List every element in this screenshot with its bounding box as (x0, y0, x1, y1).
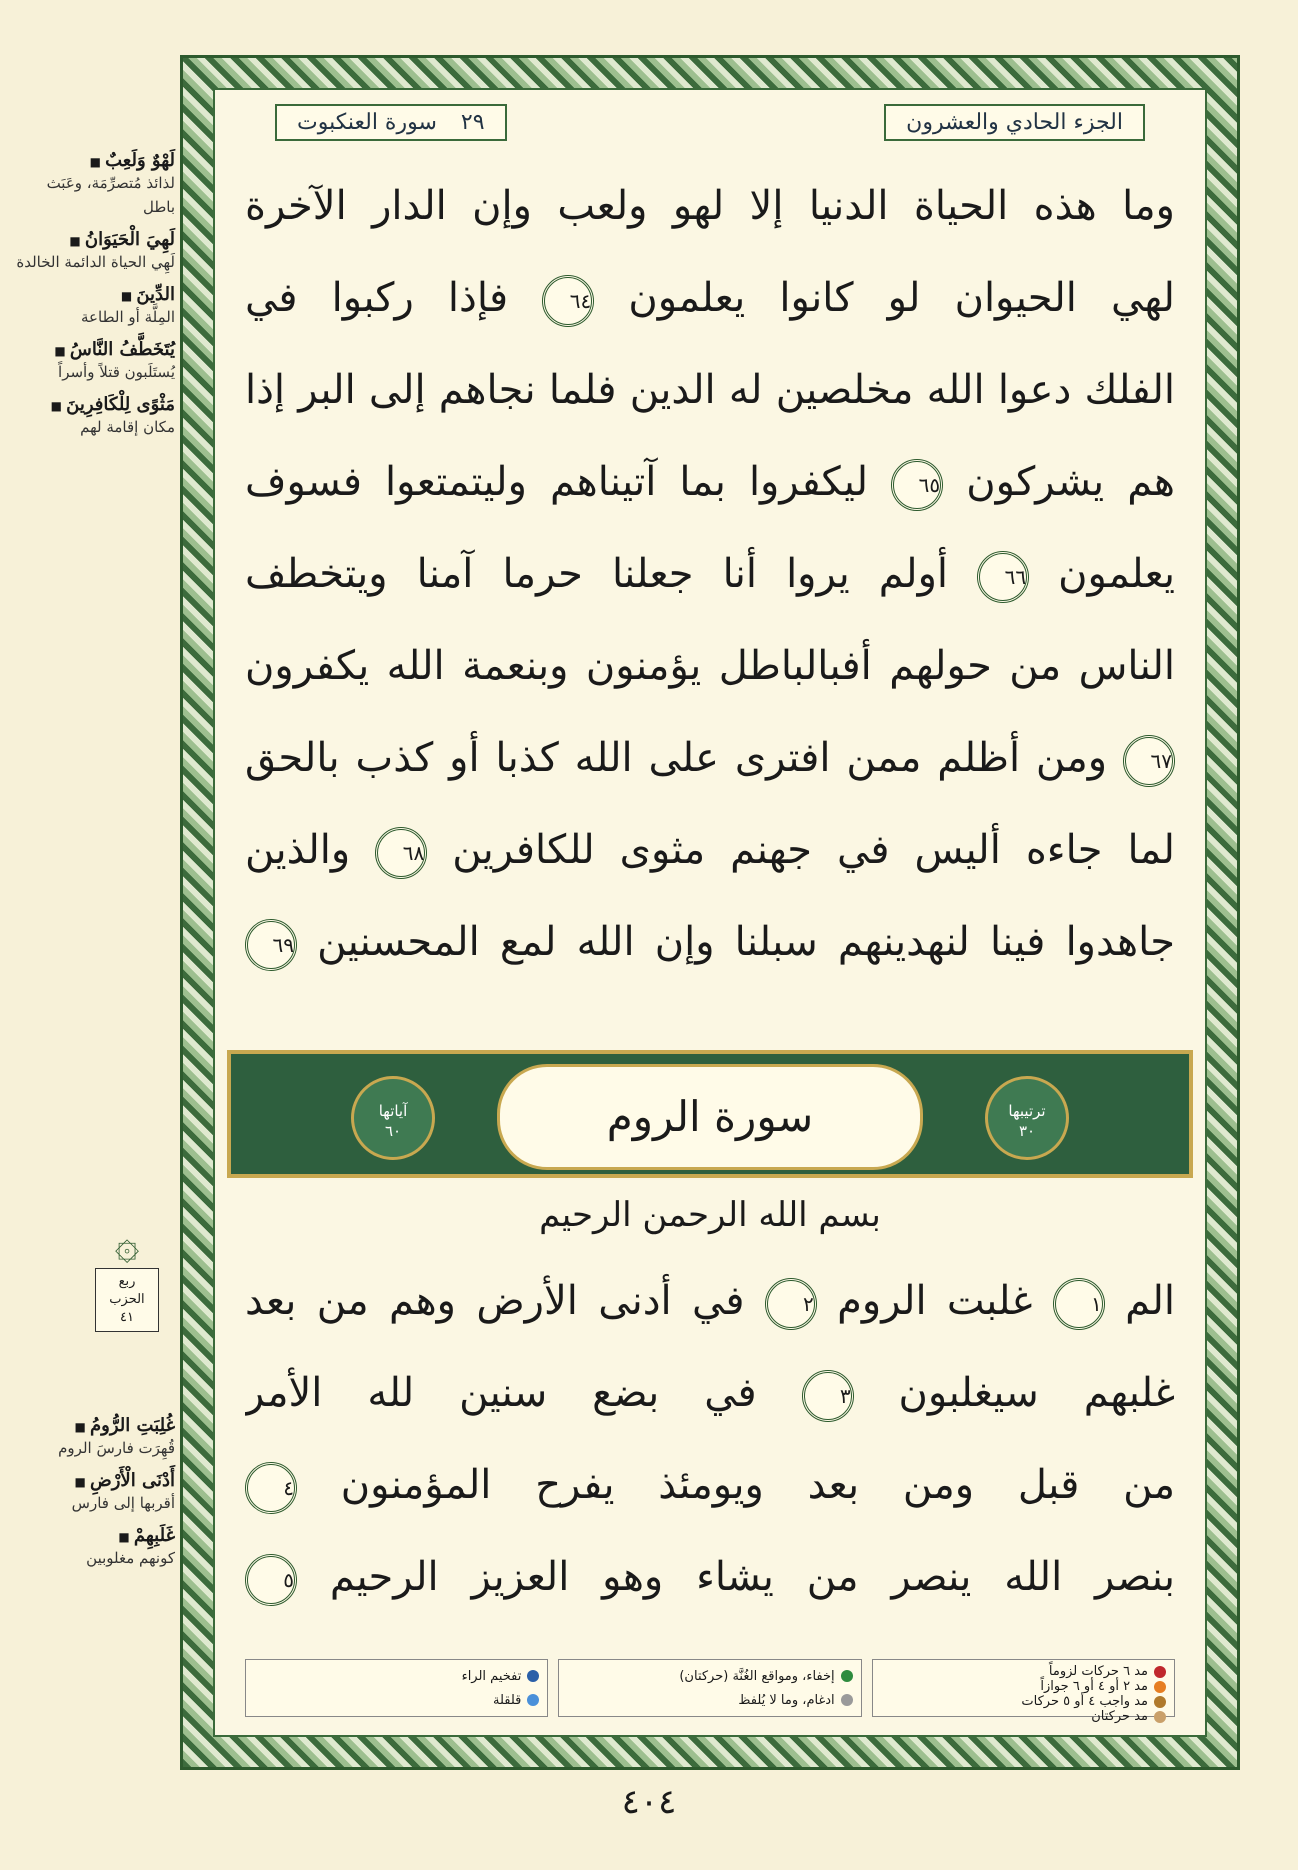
hizb-marker (95, 1220, 159, 1360)
gray-dot-icon (841, 1694, 853, 1706)
glossary-top (10, 140, 175, 439)
verse-line: الم ١ غلبت الروم ٢ في أدنى الأرض وهم من بعد (245, 1255, 1175, 1347)
gloss-def: لَهِي الحياة الدائمة الخالدة (16, 253, 175, 271)
gloss-def: مكان إقامة لهم (80, 418, 175, 436)
verse-line: لما جاءه أليس في جهنم مثوى للكافرين ٦٨ والذين (245, 804, 1175, 896)
verse-number-icon: ٦٤ (542, 275, 594, 327)
gloss-term: يُتَخَطَّفُ النَّاسُ ■ (10, 339, 175, 360)
verse-line: جاهدوا فينا لنهدينهم سبلنا وإن الله لمع المحسنين ٦٩ (245, 896, 1175, 988)
basmala: بسم الله الرحمن الرحيم (539, 1195, 881, 1235)
gloss-def: يُستَلَبون قتلاً وأسراً (58, 363, 175, 381)
verses-ankabut (245, 160, 1175, 988)
verse-number-icon: ١ (1053, 1278, 1105, 1330)
verse-number-icon: ٦٩ (245, 919, 297, 971)
lightbrown-dot-icon (1154, 1711, 1166, 1723)
verse-line: الناس من حولهم أفبالباطل يؤمنون وبنعمة الله يكفرون (245, 643, 1175, 689)
verse-line: من قبل ومن بعد ويومئذ يفرح المؤمنون ٤ (245, 1439, 1175, 1531)
verse-line: الفلك دعوا الله مخلصين له الدين فلما نجاهم إلى البر إذا (245, 367, 1175, 413)
tajweed-legend (245, 1659, 1175, 1724)
hizb-number: ٤١ (120, 1310, 134, 1325)
blue-dot-icon (527, 1670, 539, 1682)
gloss-term: الدِّينَ ■ (10, 284, 175, 305)
ornamental-frame (180, 55, 1240, 1770)
surah-banner (227, 1050, 1193, 1178)
gloss-term: مَثْوًى لِلْكَافِرِينَ ■ (10, 394, 175, 415)
orange-dot-icon (1154, 1681, 1166, 1693)
surah-title: سورة الروم (497, 1064, 923, 1170)
verse-number-icon: ٦٨ (375, 827, 427, 879)
hizb-label: الحزب (109, 1292, 145, 1307)
gloss-def: كونهم مغلوبين (86, 1549, 175, 1567)
ayat-medal: آياتها ٦٠ (351, 1076, 435, 1160)
page-number: ٤٠٤ (621, 1782, 677, 1822)
verse-line: بنصر الله ينصر من يشاء وهو العزيز الرحيم ٥ (245, 1531, 1175, 1623)
gloss-def: المِلَّة أو الطاعة (81, 308, 175, 326)
legend-box-madd: مد ٦ حركات لزوماً مد ٢ أو ٤ أو ٦ جوازاً مد واجب ٤ أو ٥ حركات مد حركتان (872, 1659, 1175, 1717)
red-dot-icon (1154, 1666, 1166, 1678)
green-dot-icon (841, 1670, 853, 1682)
verse-number-icon: ٢ (765, 1278, 817, 1330)
gloss-def: قُهِرَت فارسَ الروم (58, 1439, 175, 1457)
gloss-def: أقربها إلى فارس (71, 1494, 175, 1512)
glossary-bottom (10, 1405, 175, 1570)
gloss-term: لَهِيَ الْحَيَوَانُ ■ (10, 229, 175, 250)
surah-number: ٢٩ (460, 109, 485, 135)
gloss-term: لَهْوٌ وَلَعِبٌ ■ (10, 150, 175, 171)
verse-line: غلبهم سيغلبون ٣ في بضع سنين لله الأمر (245, 1347, 1175, 1439)
order-medal: ترتيبها ٣٠ (985, 1076, 1069, 1160)
hizb-box (95, 1268, 159, 1332)
gloss-term: غَلَبِهِمْ ■ (10, 1525, 175, 1546)
surah-header (275, 104, 507, 141)
verse-line: يعلمون ٦٦ أولم يروا أنا جعلنا حرما آمنا ويتخطف (245, 528, 1175, 620)
legend-box-ikhfa: إخفاء، ومواقع الغُنَّة (حركتان) ادغام، وما لا يُلفظ (558, 1659, 861, 1717)
verse-number-icon: ٣ (802, 1370, 854, 1422)
juz-label: الجزء الحادي والعشرون (884, 104, 1145, 141)
brown-dot-icon (1154, 1696, 1166, 1708)
verse-number-icon: ٦٥ (891, 459, 943, 511)
verses-rum (245, 1255, 1175, 1623)
surah-name: سورة العنكبوت (297, 109, 437, 135)
legend-box-tafkhim: تفخيم الراء قلقلة (245, 1659, 548, 1717)
gloss-term: أَدْنَى الْأَرْضِ ■ (10, 1470, 175, 1491)
verse-line: وما هذه الحياة الدنيا إلا لهو ولعب وإن الدار الآخرة (245, 183, 1175, 229)
gloss-def: لذائذ مُتصرِّمَة، وعَبَث باطل (46, 174, 175, 216)
verse-line: لهي الحيوان لو كانوا يعلمون ٦٤ فإذا ركبوا في (245, 252, 1175, 344)
page-header (275, 102, 1145, 142)
hizb-ornament-icon: ۞ (114, 1219, 140, 1268)
hizb-label: ربع (118, 1274, 136, 1289)
verse-number-icon: ٦٧ (1123, 735, 1175, 787)
gloss-term: غُلِبَتِ الرُّومُ ■ (10, 1415, 175, 1436)
lightblue-dot-icon (527, 1694, 539, 1706)
verse-line: ٦٧ ومن أظلم ممن افترى على الله كذبا أو كذب بالحق (245, 712, 1175, 804)
verse-line: هم يشركون ٦٥ ليكفروا بما آتيناهم وليتمتعوا فسوف (245, 436, 1175, 528)
verse-number-icon: ٥ (245, 1554, 297, 1606)
mushaf-page (213, 88, 1207, 1737)
verse-number-icon: ٤ (245, 1462, 297, 1514)
verse-number-icon: ٦٦ (977, 551, 1029, 603)
